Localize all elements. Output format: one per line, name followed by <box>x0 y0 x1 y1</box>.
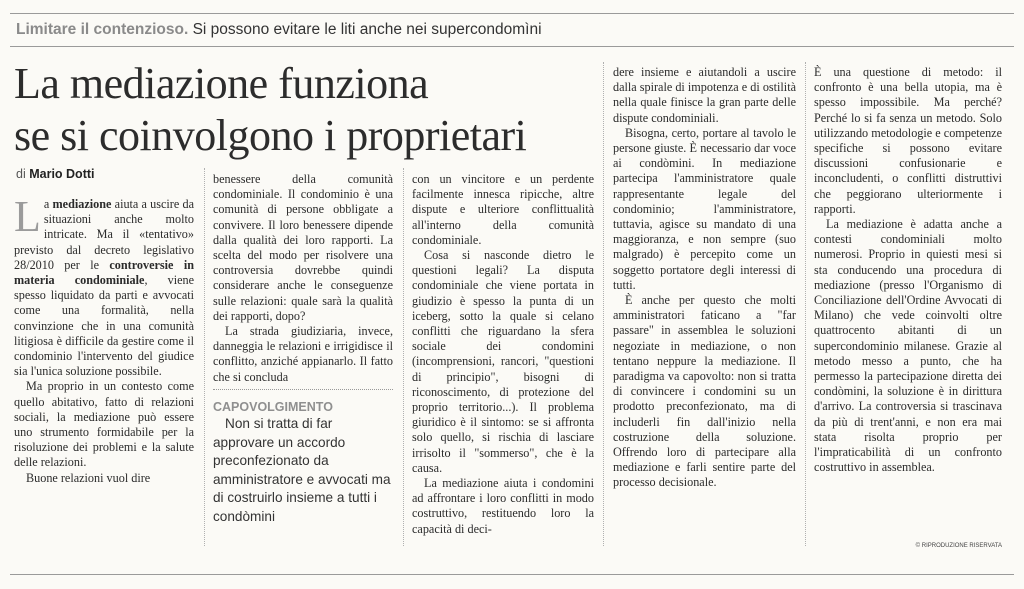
column-divider <box>204 168 205 546</box>
byline <box>16 167 95 181</box>
paragraph: È una questione di metodo: il confronto è una bella utopia, ma è spesso impossibile. Ma perché? Perché lo si fa senza un metodo. Solo utilizzando metodologie e competenze specifiche si possono evitare discussioni confusionarie e inconcludenti, o conflitti distruttivi che peggiorano ulteriormente i rapporti. <box>814 65 1002 216</box>
subheading: CAPOVOLGIMENTO <box>213 389 393 415</box>
headline-line-2: se si coinvolgono i proprietari <box>14 111 527 160</box>
kicker-rule <box>10 46 1014 47</box>
kicker-lead: Limitare il contenzioso. <box>16 21 189 38</box>
paragraph: La strada giudiziaria, invece, danneggia le relazioni e irrigidisce il conflitto, anziché appianarlo. Il fatto che si concluda <box>213 324 393 384</box>
drop-cap: L <box>14 192 41 241</box>
byline-author: Mario Dotti <box>29 167 95 181</box>
paragraph: La mediazione è adatta anche a contesti condominiali molto numerosi. Proprio in quiesti mesi si sta conducendo una procedura di mediazione (presso l'Organismo di Conciliazione dell'Ordine Avvocati di Milano) che vede coinvolti oltre quattrocento abitanti di un supercondominio milanese. Grazie al metodo messo a punto, che ha permesso la partecipazione diretta dei condòmini, la soluzione è in dirittura d'arrivo. La controversia si trascinava da più di trent'anni, e non era mai stata risolta proprio per l'impraticabilità di un confronto costruttivo in assemblea. <box>814 217 1002 475</box>
paragraph: dere insieme e aiutandoli a uscire dalla spirale di impotenza e di ostilità nella quale finisce la gran parte delle dispute condominiali. <box>613 65 796 125</box>
paragraph: La mediazione aiuta i condomini ad affrontare i loro conflitti in modo costruttivo, restituendo loro la capacità di deci- <box>412 476 594 536</box>
paragraph: con un vincitore e un perdente facilmente innesca ripicche, altre dispute e ulteriore conflittualità all'interno della comunità condominiale. <box>412 172 594 247</box>
paragraph: benessere della comunità condominiale. Il condominio è una comunità di persone obbligate a convivere. Il loro benessere dipende dalla qualità dei loro rapporti. La scelta del modo per risolvere una controversia dovrebbe quindi considerare anche le conseguenze sulle relazioni: quale sarà la qualità dei rapporti, dopo? <box>213 172 393 323</box>
pull-quote: Non si tratta di far approvare un accordo preconfezionato da amministratore e avvocati ma di costruirlo insieme a tutti i condòmini <box>213 416 391 524</box>
bold-term: mediazione <box>52 197 112 211</box>
paragraph: Buone relazioni vuol dire <box>26 470 151 485</box>
bottom-rule <box>10 574 1014 575</box>
bold-term: controversie in materia condominiale <box>14 257 194 288</box>
kicker <box>16 21 542 39</box>
article-column-1 <box>14 192 194 486</box>
headline-line-1: La mediazione funziona <box>14 59 429 108</box>
copyright-notice: © RIPRODUZIONE RISERVATA <box>915 543 1002 549</box>
column-divider <box>603 62 604 546</box>
kicker-text: Si possono evitare le liti anche nei supercondomìni <box>192 21 542 38</box>
column-divider <box>805 62 806 546</box>
top-rule <box>10 13 1014 14</box>
article-column-5 <box>814 65 1002 475</box>
paragraph <box>14 192 194 379</box>
text-run: , viene spesso liquidato da parti e avvocati come una formalità, nella convinzione che in una comunità litigiosa è difficile da gestire come il condominio l'intervento del giudice sia l'unica soluzione possibile. <box>14 273 194 379</box>
column-divider <box>403 168 404 546</box>
paragraph: Ma proprio in un contesto come quello abitativo, fatto di relazioni sociali, la mediazione può essere uno strumento formidabile per la risoluzione dei problemi e la salute delle relazioni. <box>14 379 194 470</box>
article-column-2 <box>213 172 393 526</box>
paragraph: È anche per questo che molti amministratori faticano a "far passare" in assemblea le soluzioni negoziate in mediazione, o non tentano neppure la mediazione. Il paradigma va capovolto: non si tratta di convincere i condomini su un prodotto preconfezionato, ma di includerli fin dall'inizio nella costruzione della soluzione. Offrendo loro di partecipare alla mediazione e farli sentire parte del processo decisionale. <box>613 293 796 490</box>
headline <box>14 58 594 162</box>
paragraph: Cosa si nasconde dietro le questioni legali? La disputa condominiale che viene portata in giudizio è spesso la punta di un iceberg, sotto la quale si celano conflitti che riguardano la sfera sociale dei condomini (incomprensioni, rancori, "questioni di principio", bisogni di riconoscimento, di protezione del proprio territorio...). Il problema giuridico è il sintomo: se si affronta solo quello, si rischia di lasciare irrisolto il "sommerso", che è la causa. <box>412 248 594 475</box>
byline-prefix: di <box>16 167 26 181</box>
article-column-4 <box>613 65 796 491</box>
article-column-3 <box>412 172 594 537</box>
text-run: aiuta a uscire da situazioni anche molto intricate. Ma il «tentativo» previsto dal decreto legislativo 28/2010 per le <box>14 197 194 272</box>
paragraph: Bisogna, certo, portare al tavolo le persone giuste. È necessario dar voce ai condòmini. In mediazione partecipa l'amministratore quale rappresentante legale del condominio; l'amministratore, tuttavia, agisce su mandato di una maggioranza, e non sempre (suo malgrado) è percepito come un soggetto portatore degli interessi di tutti. <box>613 125 796 292</box>
text-run: a <box>43 197 53 211</box>
